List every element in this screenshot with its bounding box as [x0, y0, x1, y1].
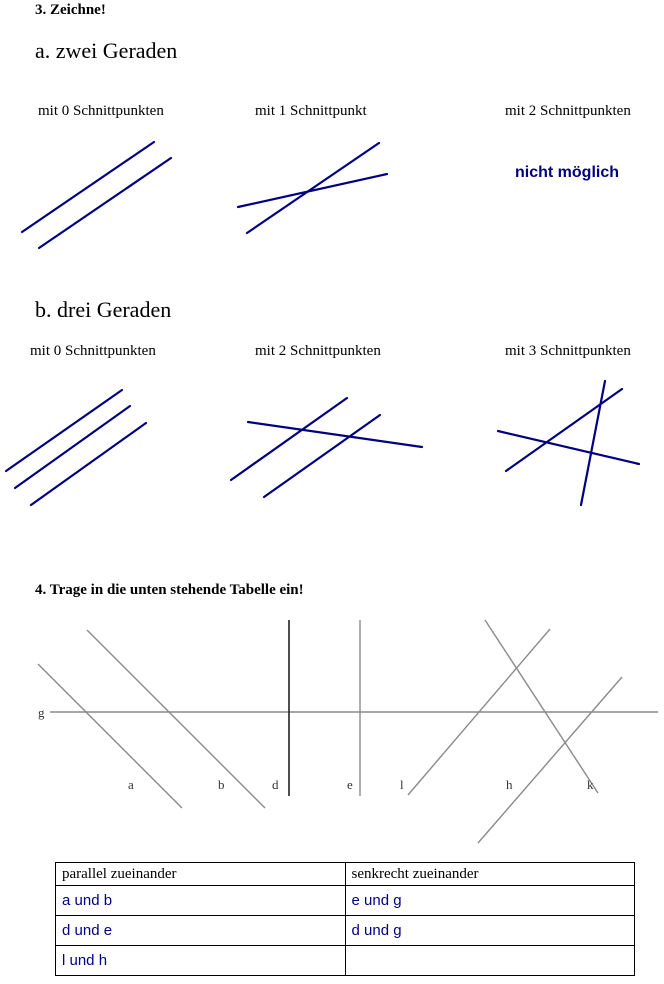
table-row	[56, 916, 635, 946]
part-a-caption-2: mit 2 Schnittpunkten	[505, 103, 631, 119]
label-b: b	[218, 777, 225, 792]
label-k: k	[587, 777, 594, 792]
part-b-caption-0: mit 0 Schnittpunkten	[30, 343, 156, 359]
cell-parallel-2: l und h	[56, 946, 346, 976]
line-h	[478, 677, 622, 843]
answer-table	[55, 862, 635, 976]
line-a	[38, 664, 182, 808]
table-header-row	[56, 863, 635, 886]
part-a-heading: a. zwei Geraden	[35, 38, 178, 63]
part-b-heading: b. drei Geraden	[35, 297, 172, 322]
cell-perpendicular-1: d und g	[345, 916, 635, 946]
header-parallel: parallel zueinander	[56, 863, 346, 886]
task4-title: 4. Trage in die unten stehende Tabelle ein!	[35, 582, 304, 598]
part-b-caption-2: mit 3 Schnittpunkten	[505, 343, 631, 359]
table-row	[56, 886, 635, 916]
part-a-caption-0: mit 0 Schnittpunkten	[38, 103, 164, 119]
label-a: a	[128, 777, 134, 792]
cell-parallel-1: d und e	[56, 916, 346, 946]
cell-perpendicular-0: e und g	[345, 886, 635, 916]
task3-title: 3. Zeichne!	[35, 2, 106, 18]
label-l: l	[400, 777, 404, 792]
cell-parallel-0: a und b	[56, 886, 346, 916]
table-row	[56, 946, 635, 976]
part-b-caption-1: mit 2 Schnittpunkten	[255, 343, 381, 359]
label-h: h	[506, 777, 513, 792]
answer-not-possible: nicht möglich	[515, 164, 619, 181]
label-e: e	[347, 777, 353, 792]
label-d: d	[272, 777, 279, 792]
line-k	[485, 620, 598, 793]
line-b	[87, 630, 265, 808]
part-a-caption-1: mit 1 Schnittpunkt	[255, 103, 367, 119]
header-perpendicular: senkrecht zueinander	[345, 863, 635, 886]
cell-perpendicular-2	[345, 946, 635, 976]
label-g: g	[38, 705, 45, 720]
